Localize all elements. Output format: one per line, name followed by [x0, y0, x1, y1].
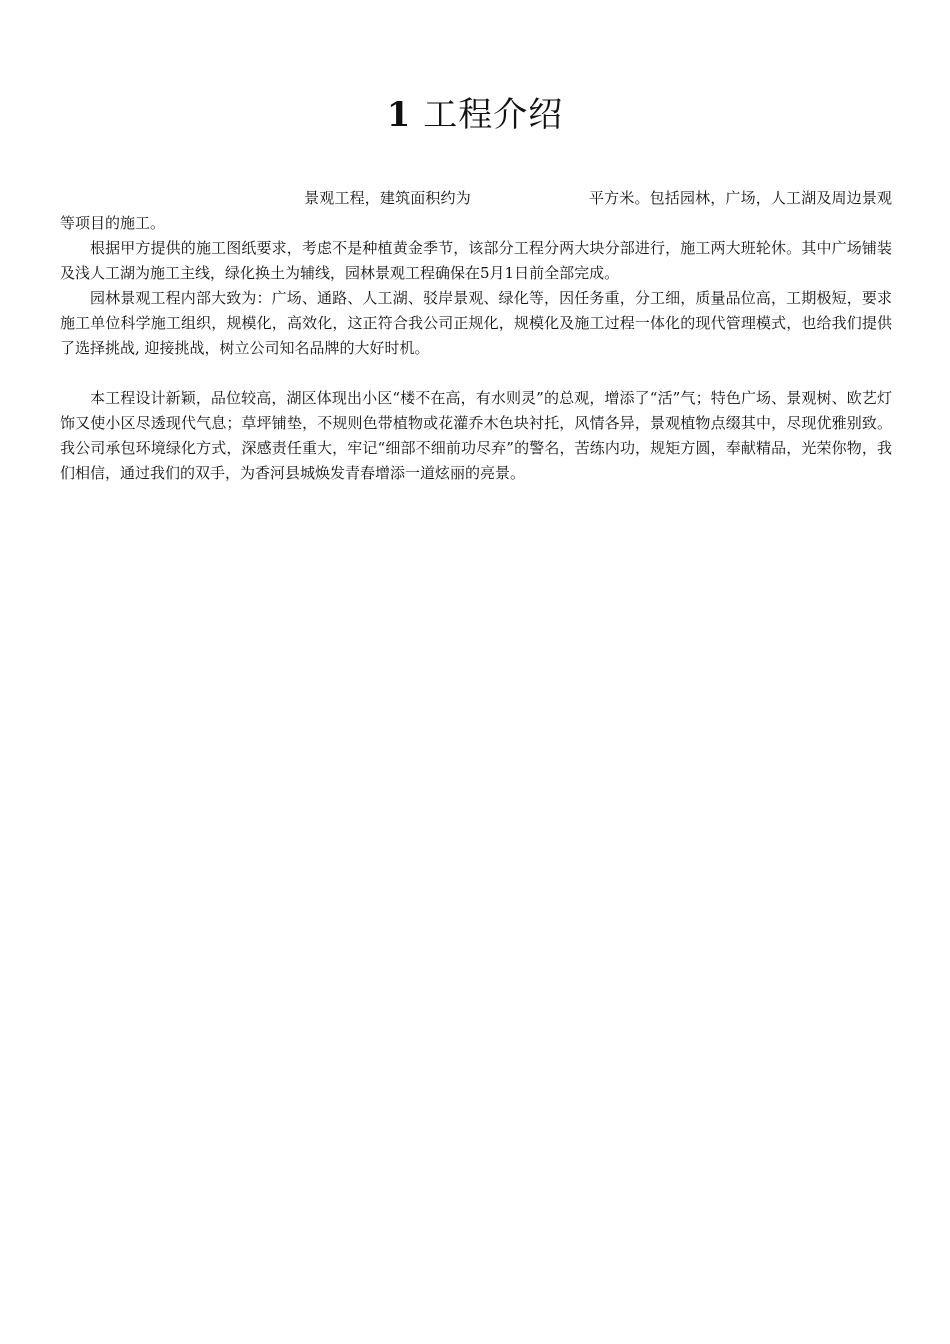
- section-number: 1: [386, 95, 412, 135]
- paragraph-schedule: 根据甲方提供的施工图纸要求，考虑不是种植黄金季节，该部分工程分两大块分部进行，施工两大班轮休。其中广场铺装及浅人工湖为施工主线，绿化换土为辅线，园林景观工程确保在5月1日前全部完成。: [60, 239, 892, 282]
- paragraph-spacer: [60, 361, 892, 386]
- intro-text-part1: 景观工程，建筑面积约为: [304, 189, 471, 207]
- paragraph-design: 本工程设计新颖，品位较高，湖区体现出小区“楼不在高，有水则灵”的总观，增添了“活”气；特色广场、景观树、欧艺灯饰又使小区尽透现代气息；草坪铺垫，不规则色带植物或花灌乔木色块衬托，风情各异，景观植物点缀其中，尽现优雅别致。我公司承包环境绿化方式，深感责任重大，牢记“细部不细前功尽弃”的警名，苦练内功，规矩方圆，奉献精品，光荣你物，我们相信，通过我们的双手，为香河县城焕发青春增添一道炫丽的亮景。: [60, 389, 892, 482]
- page-title: [0, 92, 950, 138]
- intro-text-part2: 平方米。包括园林，广场，人工湖及周边景观等项目的施工。: [60, 189, 892, 232]
- section-title-text: 工程介绍: [423, 95, 564, 135]
- intro-paragraph: [60, 186, 892, 236]
- paragraph-scope: 园林景观工程内部大致为：广场、通路、人工湖、驳岸景观、绿化等，因任务重，分工细，质量品位高，工期极短，要求施工单位科学施工组织，规模化，高效化，这正符合我公司正规化，规模化及施工过程一体化的现代管理模式，也给我们提供了选择挑战, 迎接挑战，树立公司知名品牌的大好时机。: [60, 289, 892, 357]
- document-body: [60, 186, 892, 486]
